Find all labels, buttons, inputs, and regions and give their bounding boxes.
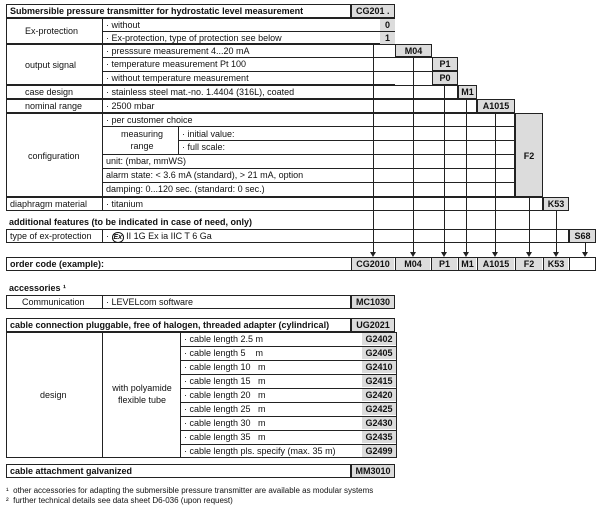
cable-length-code: G2405 <box>362 347 396 359</box>
order-code-label: order code (example): <box>10 259 105 269</box>
ex-code-1: 1 <box>380 32 395 44</box>
page-title: Submersible pressure transmitter for hydrostatic level measurement <box>10 6 304 16</box>
cable-length-item: · cable length 30 m <box>184 418 266 428</box>
cable-length-code: G2499 <box>362 445 396 457</box>
diaphragm-text: · titanium <box>106 199 144 209</box>
order-part-range: A1015 <box>478 258 514 270</box>
ex-symbol-icon: Ex <box>113 234 123 241</box>
accessories-code: MC1030 <box>351 295 395 309</box>
nominal-range-label: nominal range <box>25 101 83 111</box>
accessories-label: Communication <box>22 297 85 307</box>
config-measuring-range: measuring range <box>120 129 164 151</box>
additional-label: type of ex-protection <box>10 231 92 241</box>
cable-length-item: · cable length pls. specify (max. 35 m) <box>184 446 336 456</box>
output-signal-label: output signal <box>25 60 77 70</box>
config-full-scale: · full scale: <box>182 142 226 152</box>
ex-code-0: 0 <box>380 19 395 31</box>
config-alarm: alarm state: < 3.6 mA (standard), > 21 mA, option <box>106 170 304 180</box>
cable-length-item: · cable length 35 m <box>184 432 266 442</box>
cable-design-label: design <box>40 390 67 400</box>
cable-length-code: G2425 <box>362 403 396 415</box>
configuration-code: F2 <box>515 113 543 197</box>
ex-option-without: · without <box>106 20 141 30</box>
cable-length-code: G2402 <box>362 333 396 345</box>
additional-heading: additional features (to be indicated in case of need, only) <box>9 217 253 227</box>
output-code-p0: P0 <box>432 71 458 85</box>
cable-length-code: G2435 <box>362 431 396 443</box>
cable-length-item: · cable length 10 m <box>184 362 266 372</box>
case-design-text: · stainless steel mat.-no. 1.4404 (316L), coated <box>106 87 295 97</box>
case-design-code: M1 <box>458 85 477 99</box>
order-part-output: M04 <box>396 258 430 270</box>
cable-length-code: G2430 <box>362 417 396 429</box>
cable-length-item: · cable length 5 m <box>184 348 264 358</box>
additional-text: · Ex II 1G Ex ia IIC T 6 Ga <box>106 231 212 241</box>
cable-code: UG2021 <box>351 318 395 332</box>
output-option-temperature: · temperature measurement Pt 100 <box>106 59 247 69</box>
cable-length-item: · cable length 2.5 m <box>184 334 264 344</box>
output-option-pressure: · presssure measurement 4...20 mA <box>106 46 250 56</box>
cable-length-item: · cable length 15 m <box>184 376 266 386</box>
cable-tube-label: with polyamide flexible tube <box>112 383 172 405</box>
nominal-range-code: A1015 <box>477 99 515 113</box>
order-part-config: F2 <box>516 258 542 270</box>
attachment-code: MM3010 <box>351 464 395 478</box>
case-design-label: case design <box>25 87 74 97</box>
nominal-range-text: · 2500 mbar <box>106 101 155 111</box>
config-initial-value: · initial value: <box>182 129 235 139</box>
cable-length-item: · cable length 20 m <box>184 390 266 400</box>
configuration-label: configuration <box>28 151 80 161</box>
diaphragm-label: diaphragm material <box>10 199 88 209</box>
ex-protection-label: Ex-protection <box>25 26 79 36</box>
cable-length-code: G2415 <box>362 375 396 387</box>
footnote-1: ¹ other accessories for adapting the submersible pressure transmitter are available as modular systems <box>6 486 374 495</box>
order-part-temp: P1 <box>432 258 457 270</box>
additional-code: S68 <box>569 229 596 243</box>
order-part-case: M1 <box>459 258 476 270</box>
cable-heading: cable connection pluggable, free of halogen, threaded adapter (cylindrical) <box>10 320 330 330</box>
output-option-no-temperature: · without temperature measurement <box>106 73 249 83</box>
cable-length-item: · cable length 25 m <box>184 404 266 414</box>
ex-option-with: · Ex-protection, type of protection see below <box>106 33 282 43</box>
footnote-2: ² further technical details see data sheet D6-036 (upon request) <box>6 496 233 505</box>
base-code: CG201 . <box>351 4 395 18</box>
config-damping: damping: 0...120 sec. (standard: 0 sec.) <box>106 184 265 194</box>
diaphragm-code: K53 <box>543 197 569 211</box>
order-part-base: CG2010 <box>352 258 394 270</box>
config-per-customer: · per customer choice <box>106 115 193 125</box>
additional-ex-rating: II 1G Ex ia IIC T 6 Ga <box>126 231 212 241</box>
output-code-m04: M04 <box>395 44 432 57</box>
cable-length-code: G2420 <box>362 389 396 401</box>
output-code-p1: P1 <box>432 57 458 71</box>
order-part-diaphragm: K53 <box>544 258 568 270</box>
accessories-heading: accessories ¹ <box>9 283 67 293</box>
config-unit: unit: (mbar, mmWS) <box>106 156 187 166</box>
cable-length-code: G2410 <box>362 361 396 373</box>
accessories-text: · LEVELcom software <box>106 297 194 307</box>
attachment-label: cable attachment galvanized <box>10 466 133 476</box>
